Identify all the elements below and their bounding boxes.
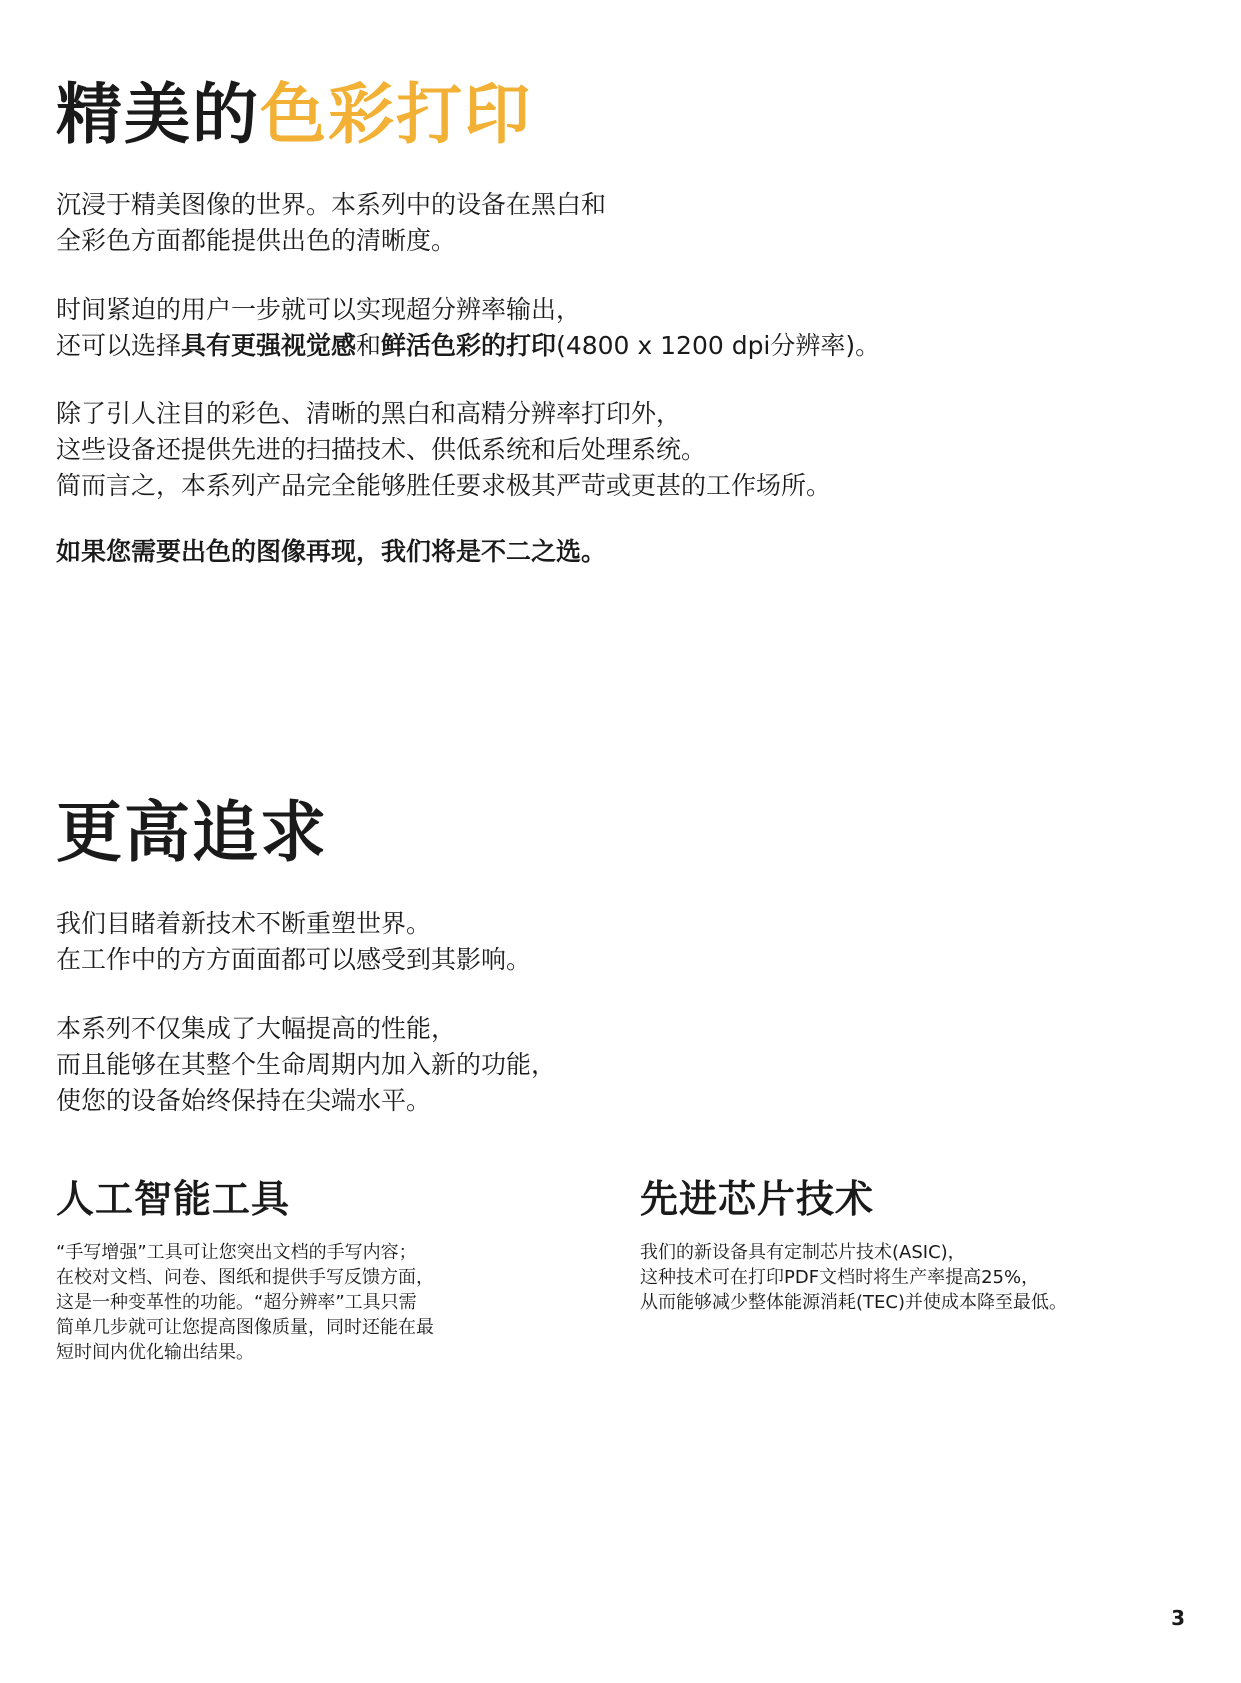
paragraph-line: 而且能够在其整个生命周期内加入新的功能， [56,1050,557,1079]
page-number: 3 [1171,1606,1185,1630]
paragraph-line: 沉浸于精美图像的世界。本系列中的设备在黑白和 [56,190,607,219]
section-title-color-printing [56,76,532,153]
resolution-paragraph [56,292,880,364]
bold-emphasis: 具有更强视觉感 [181,331,357,360]
text-suffix: (4800 x 1200 dpi分辨率)。 [556,331,881,360]
feature-line: 在校对文档、问卷、图纸和提供手写反馈方面， [56,1267,434,1288]
text-prefix: 还可以选择 [56,331,182,360]
feature-line: 这种技术可在打印PDF文档时将生产率提高25%， [640,1267,1040,1288]
section-title-higher-pursuit: 更高追求 [56,794,328,871]
paragraph-line: 除了引人注目的彩色、清晰的黑白和高精分辨率打印外， [56,399,682,428]
paragraph-line: 我们目睹着新技术不断重塑世界。 [56,909,432,938]
feature-text-chip-technology [640,1240,1067,1315]
paragraph-line-mixed [56,328,880,364]
feature-line: 我们的新设备具有定制芯片技术(ASIC)， [640,1242,966,1263]
paragraph-line: 在工作中的方方面面都可以感受到其影响。 [56,945,532,974]
feature-line: 这是一种变革性的功能。“超分辨率”工具只需 [56,1292,417,1313]
technology-paragraph [56,906,531,978]
title-accent-part: 色彩打印 [260,76,532,153]
text-conjunction: 和 [356,331,382,360]
feature-title-chip-technology: 先进芯片技术 [640,1177,875,1221]
features-paragraph [56,396,831,504]
intro-paragraph [56,187,606,259]
paragraph-line: 全彩色方面都能提供出色的清晰度。 [56,226,457,255]
feature-line: 从而能够减少整体能源消耗(TEC)并使成本降至最低。 [640,1292,1067,1313]
feature-text-ai-tools [56,1240,434,1365]
title-plain-part: 精美的 [56,76,260,153]
bold-emphasis: 鲜活色彩的打印 [381,331,557,360]
paragraph-line: 这些设备还提供先进的扫描技术、供低系统和后处理系统。 [56,435,707,464]
paragraph-line: 时间紧迫的用户一步就可以实现超分辨率输出， [56,295,582,324]
feature-line: “手写增强”工具可让您突出文档的手写内容； [56,1242,417,1263]
performance-paragraph [56,1011,556,1119]
feature-line: 简单几步就可让您提高图像质量，同时还能在最 [56,1317,434,1338]
paragraph-line: 本系列不仅集成了大幅提高的性能， [56,1014,457,1043]
feature-title-ai-tools: 人工智能工具 [56,1177,291,1221]
paragraph-line: 简而言之，本系列产品完全能够胜任要求极其严苛或更甚的工作场所。 [56,471,832,500]
closing-statement: 如果您需要出色的图像再现，我们将是不二之选。 [56,537,607,566]
paragraph-line: 使您的设备始终保持在尖端水平。 [56,1086,432,1115]
feature-line: 短时间内优化输出结果。 [56,1342,254,1363]
